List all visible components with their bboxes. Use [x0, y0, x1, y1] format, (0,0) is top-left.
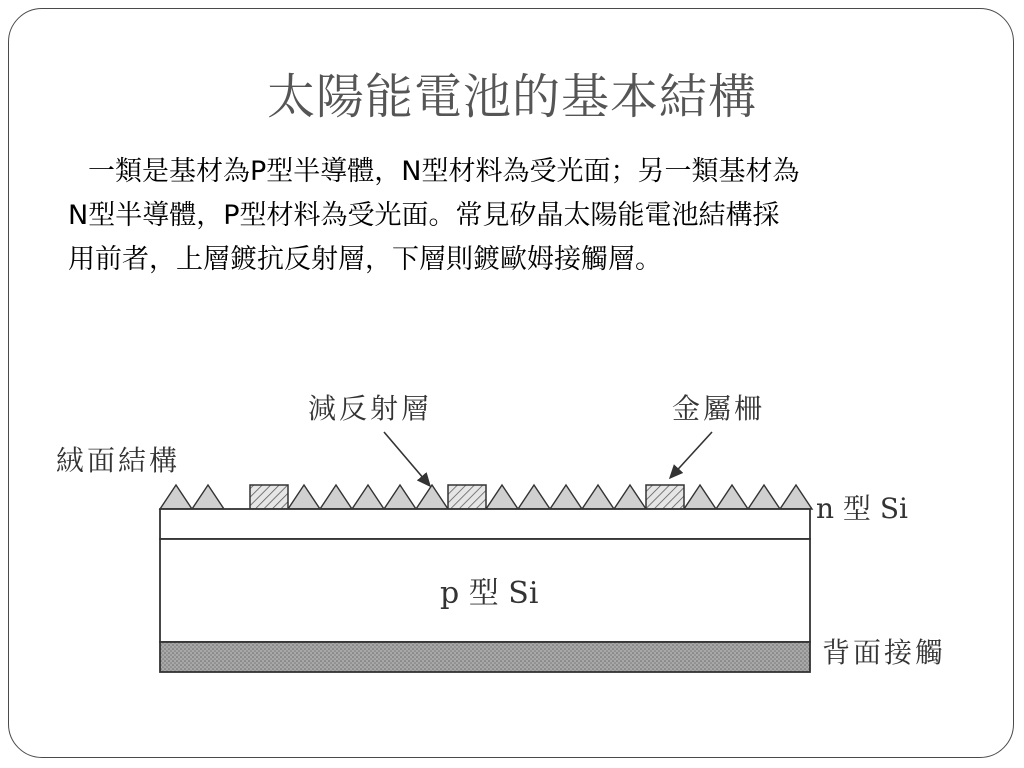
label-n-si: n 型 Si: [816, 492, 908, 525]
texture-pyramid: [582, 485, 614, 509]
label-antireflection: 減反射層: [308, 392, 433, 425]
n-type-layer: [160, 509, 810, 539]
antireflection-arrow: [384, 432, 430, 486]
texture-pyramid: [320, 485, 352, 509]
texture-pyramid: [192, 485, 224, 509]
metal-grid-contact: [448, 485, 486, 509]
texture-pyramid: [288, 485, 320, 509]
texture-pyramid: [352, 485, 384, 509]
texture-pyramid: [684, 485, 716, 509]
metal-grid-contact: [250, 485, 288, 509]
metal-grid-arrow: [670, 432, 712, 478]
label-texture: 絨面結構: [56, 444, 181, 477]
body-line-1: 一類是基材為P型半導體，N型材料為受光面；另一類基材為: [88, 156, 800, 187]
body-line-2: N型半導體，P型材料為受光面。常見矽晶太陽能電池結構採: [68, 200, 780, 231]
body-line-3: 用前者，上層鍍抗反射層，下層則鍍歐姆接觸層。: [68, 244, 662, 275]
texture-pyramid: [780, 485, 812, 509]
metal-grid-contact: [646, 485, 684, 509]
texture-pyramid: [160, 485, 192, 509]
label-p-si: p 型 Si: [440, 576, 539, 611]
texture-pyramid: [518, 485, 550, 509]
back-contact-layer: [160, 642, 810, 672]
texture-pyramid: [384, 485, 416, 509]
texture-pyramid: [550, 485, 582, 509]
label-metal-grid: 金屬柵: [672, 392, 766, 425]
slide-title: 太陽能電池的基本結構: [266, 69, 757, 125]
label-back-contact: 背面接觸: [822, 636, 947, 669]
texture-pyramid: [614, 485, 646, 509]
texture-pyramid: [716, 485, 748, 509]
texture-pyramid: [748, 485, 780, 509]
texture-pyramid: [486, 485, 518, 509]
texture-pyramid: [416, 485, 448, 509]
